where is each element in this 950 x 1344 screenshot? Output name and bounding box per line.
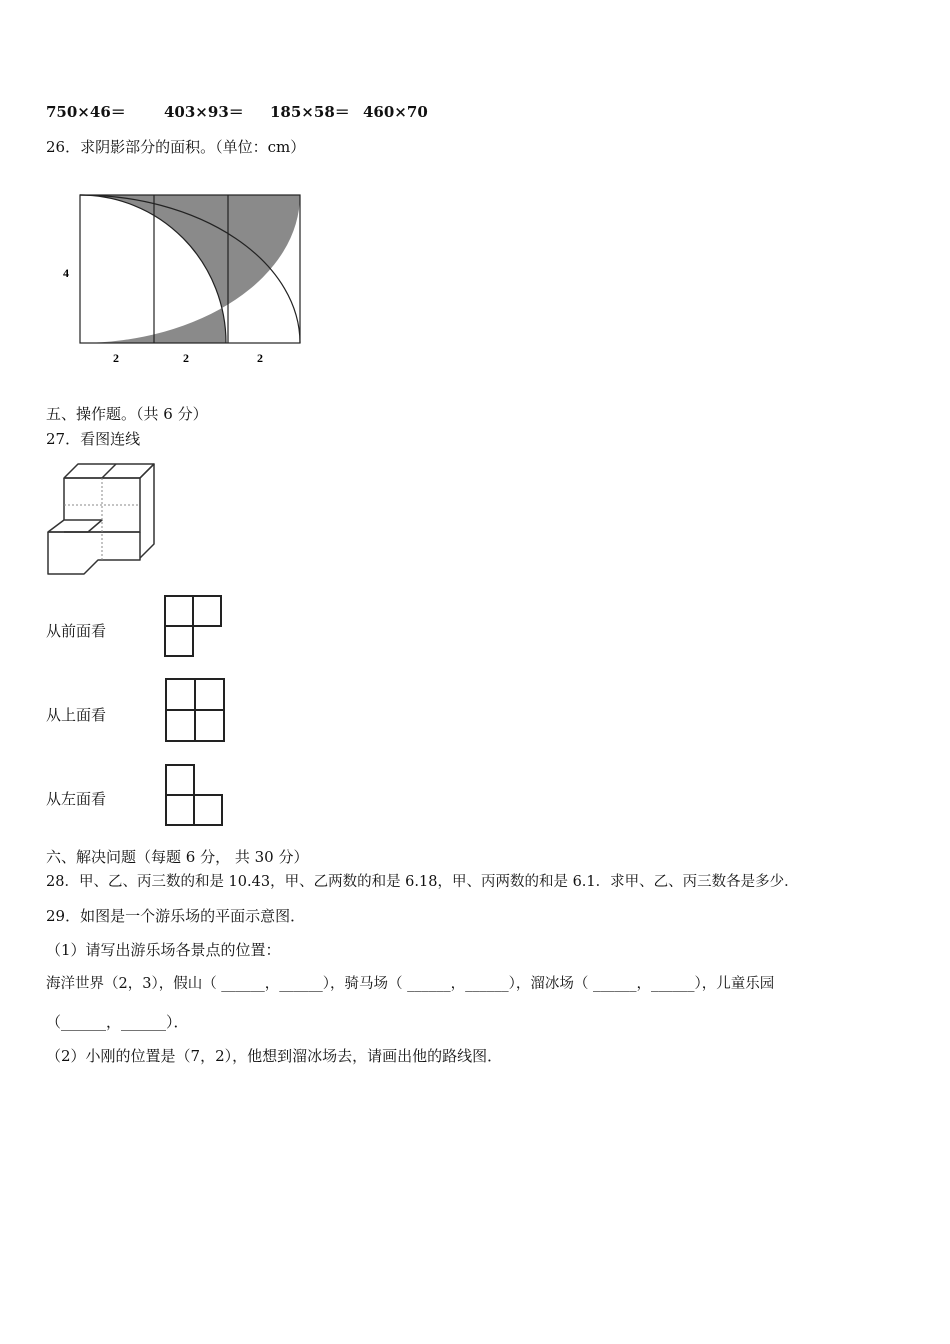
- section6-title: 六、解决问题（每题 6 分， 共 30 分）: [46, 848, 309, 866]
- calc-item-3: 185×58＝: [270, 103, 350, 121]
- calc-row: [46, 102, 466, 122]
- q29-line1: 海洋世界（2，3），假山（ ______，______），骑马场（ ______，______），溜冰场（ ______，______），儿童乐园: [46, 976, 775, 992]
- width-label-1: 2: [113, 351, 119, 365]
- view-label-front: 从前面看: [46, 622, 107, 640]
- view-label-left: 从左面看: [46, 790, 107, 808]
- q29-line2: （______，______）．: [46, 1013, 189, 1031]
- q29-part2: （2）小刚的位置是（7，2），他想到溜冰场去，请画出他的路线图．: [46, 1047, 503, 1065]
- top-view-figure: [164, 677, 228, 745]
- view-label-top: 从上面看: [46, 706, 107, 724]
- width-label-3: 2: [257, 351, 263, 365]
- q26-title: 26．求阴影部分的面积。（单位：cm）: [46, 138, 306, 156]
- calc-item-2: 403×93＝: [164, 103, 244, 121]
- front-view-figure: [163, 594, 225, 660]
- width-label-2: 2: [183, 351, 189, 365]
- section5-title: 五、操作题。（共 6 分）: [46, 405, 208, 423]
- q28-text: 28．甲、乙、丙三数的和是 10.43，甲、乙两数的和是 6.18，甲、丙两数的和是 6.1．求甲、乙、丙三数各是多少．: [46, 874, 799, 890]
- shaded-region: [80, 195, 300, 343]
- q29-title: 29．如图是一个游乐场的平面示意图．: [46, 907, 306, 925]
- q29-part1: （1）请写出游乐场各景点的位置：: [46, 941, 281, 959]
- q27-title: 27．看图连线: [46, 430, 141, 448]
- cube-stack-figure: [44, 460, 160, 580]
- left-view-figure: [164, 763, 226, 829]
- q26-figure: [55, 185, 315, 370]
- calc-item-4: 460×70: [363, 103, 428, 121]
- height-label: 4: [63, 266, 69, 280]
- calc-item-1: 750×46＝: [46, 103, 126, 121]
